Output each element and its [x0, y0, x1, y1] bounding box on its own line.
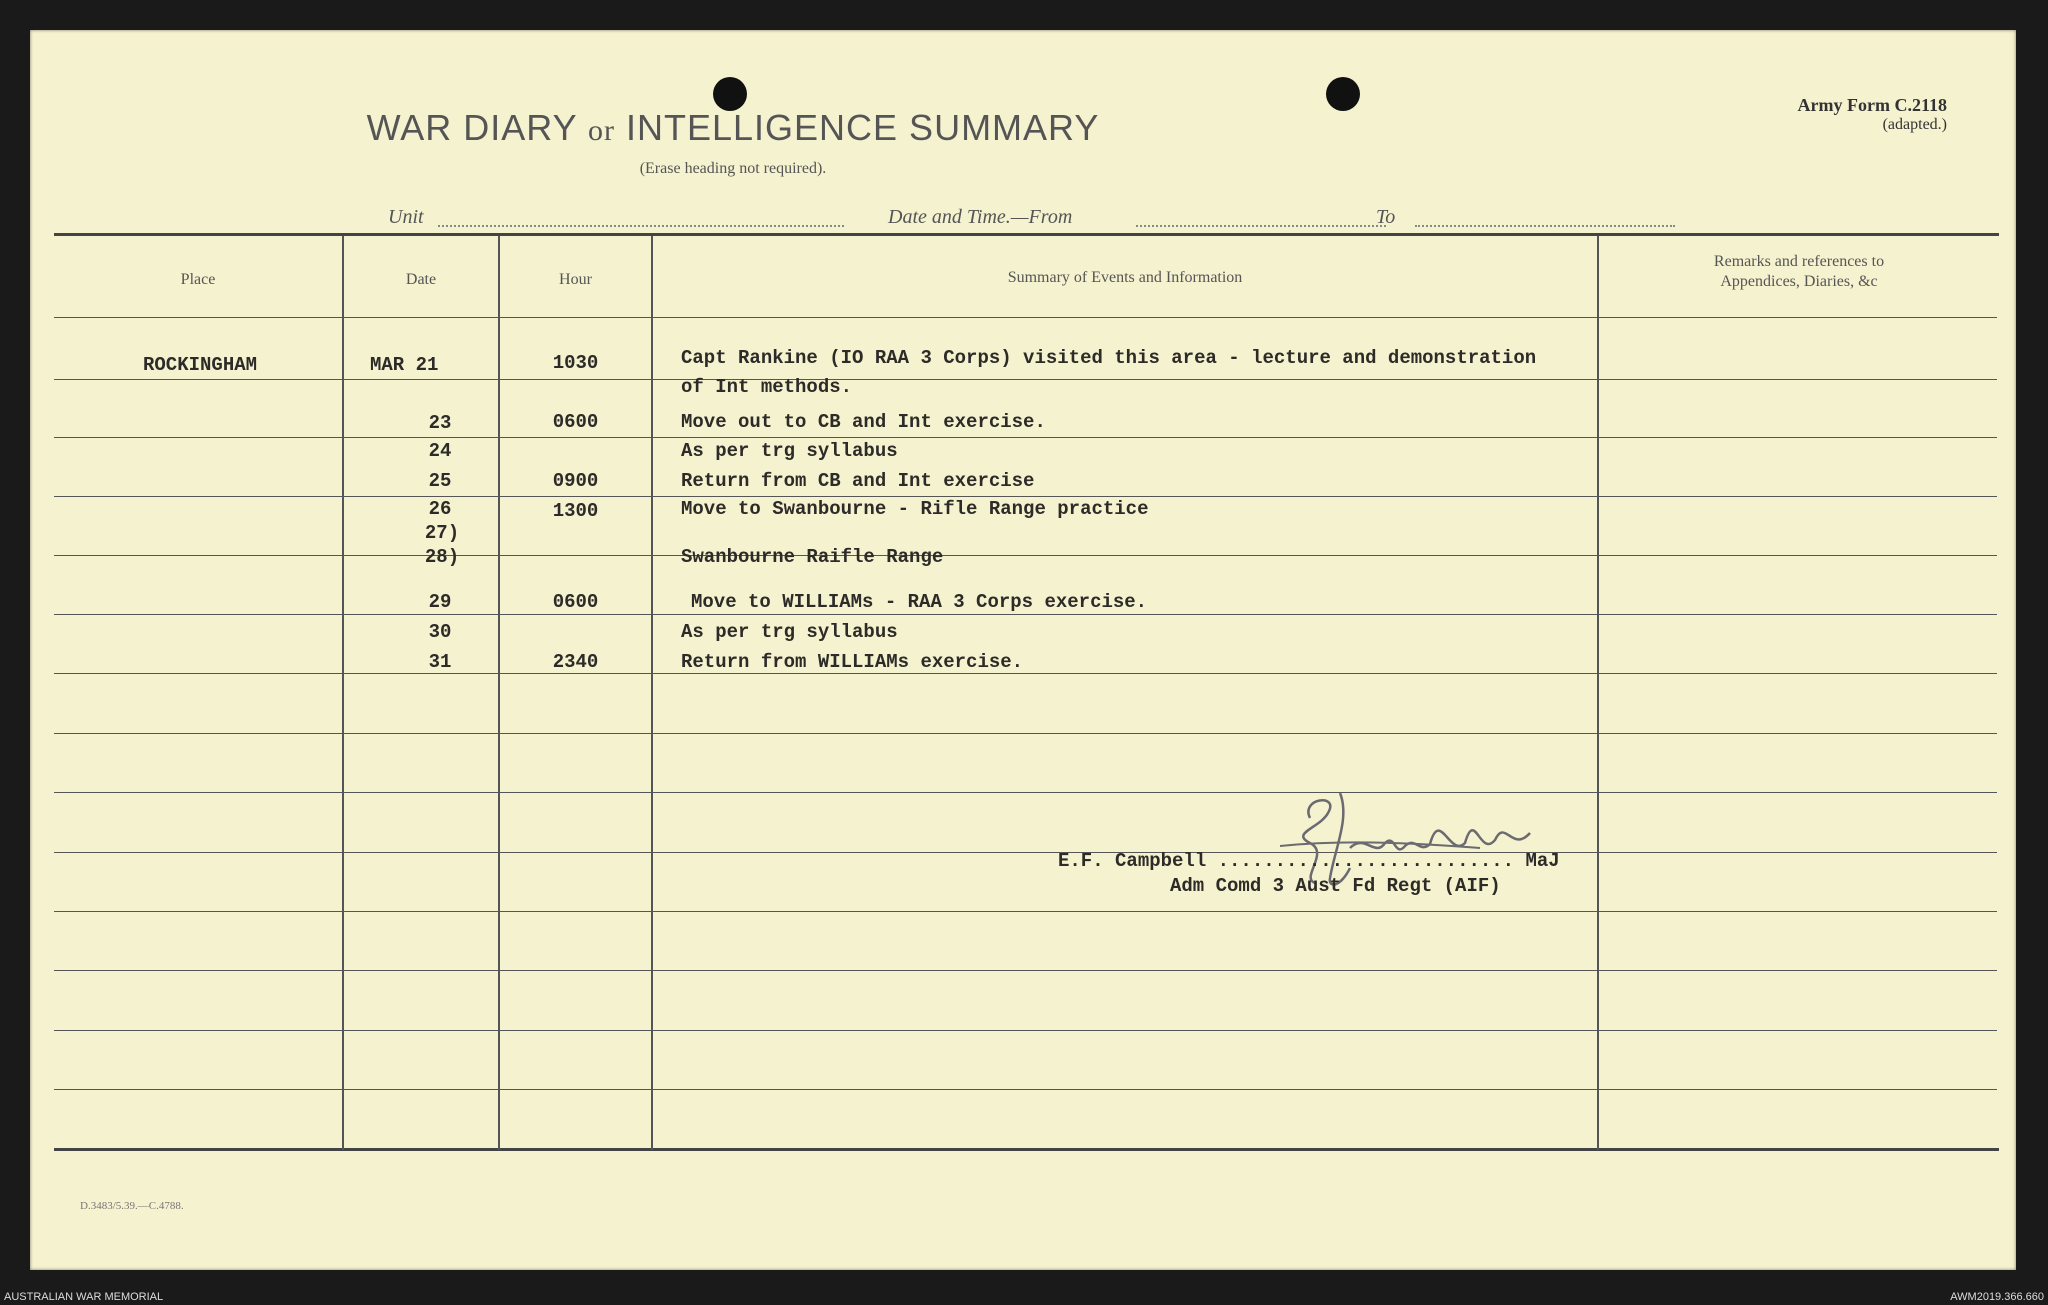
- rule: [54, 1089, 1997, 1090]
- column-header-summary: Summary of Events and Information: [1007, 269, 1243, 286]
- entry-summary: Return from CB and Int exercise: [681, 470, 1035, 492]
- divider-summary-remarks: [1597, 236, 1599, 1150]
- date-from-field: [1136, 225, 1386, 227]
- remarks-header-line-1: Remarks and references to: [1713, 253, 1885, 270]
- army-form-label: Army Form C.2118: [1797, 95, 1947, 115]
- entry-summary: Swanbourne Raifle Range: [681, 546, 944, 568]
- rule: [54, 911, 1997, 912]
- entry-date: 24: [428, 440, 452, 462]
- rule: [54, 970, 1997, 971]
- entry-summary: of Int methods.: [681, 376, 853, 398]
- punch-hole-left: [713, 77, 747, 111]
- entry-date: 27): [424, 522, 460, 544]
- entry-hour: 1300: [552, 500, 599, 522]
- title-intelligence-summary: INTELLIGENCE SUMMARY: [625, 107, 1100, 148]
- entry-date: 23: [428, 412, 452, 434]
- adapted-label: (adapted.): [1882, 115, 1947, 133]
- table-top-border: [54, 233, 1999, 236]
- date-to-field: [1415, 225, 1675, 227]
- rule: [54, 673, 1997, 674]
- column-header-date: Date: [405, 271, 437, 288]
- entry-hour: 1030: [552, 352, 599, 374]
- remarks-header-line-2: Appendices, Diaries, &c: [1720, 273, 1878, 290]
- punch-hole-right: [1326, 77, 1360, 111]
- unit-field: [438, 225, 844, 227]
- entry-date: 25: [428, 470, 452, 492]
- table-bottom-border: [54, 1148, 1999, 1151]
- entry-date: 29: [428, 591, 452, 613]
- date-time-from-label: Date and Time.—From: [888, 206, 1073, 228]
- entry-date: MAR 21: [370, 354, 439, 376]
- signatory-role-line: Adm Comd 3 Aust Fd Regt (AIF): [1170, 875, 1501, 897]
- title-war-diary: WAR DIARY: [366, 107, 577, 148]
- column-header-place: Place: [180, 271, 216, 288]
- title-or: or: [587, 114, 615, 147]
- entry-date: 30: [428, 621, 452, 643]
- column-header-remarks: [1599, 252, 1999, 292]
- print-code: D.3483/5.39.—C.4788.: [80, 1200, 184, 1212]
- rule: [54, 792, 1997, 793]
- column-header-hour: Hour: [559, 271, 592, 288]
- entry-place: ROCKINGHAM: [143, 354, 258, 376]
- army-form-number: [1798, 95, 1947, 134]
- rule: [54, 379, 1997, 380]
- entry-date: 26: [428, 498, 452, 520]
- divider-hour-summary: [651, 236, 653, 1150]
- rule: [54, 496, 1997, 497]
- rule: [54, 437, 1997, 438]
- entry-hour: 0600: [552, 591, 599, 613]
- header-rule: [54, 317, 1997, 318]
- rule: [54, 555, 1997, 556]
- diary-sheet: [30, 30, 2016, 1270]
- rule: [54, 1030, 1997, 1031]
- entry-summary: Move to Swanbourne - Rifle Range practice: [681, 498, 1149, 520]
- entry-summary: As per trg syllabus: [681, 621, 898, 643]
- unit-label: Unit: [388, 206, 424, 228]
- archive-reference: AWM2019.366.660: [1950, 1291, 2044, 1303]
- date-to-label: To: [1376, 206, 1396, 228]
- rule: [54, 614, 1997, 615]
- page-title: [30, 107, 1436, 149]
- entry-hour: 2340: [552, 651, 599, 673]
- entry-summary: Move out to CB and Int exercise.: [681, 411, 1046, 433]
- entry-summary: Return from WILLIAMs exercise.: [681, 651, 1024, 673]
- entry-date: 31: [428, 651, 452, 673]
- divider-place-date: [342, 236, 344, 1150]
- entry-hour: 0900: [552, 470, 599, 492]
- archive-credit: AUSTRALIAN WAR MEMORIAL: [4, 1291, 164, 1303]
- rule: [54, 852, 1997, 853]
- entry-summary: Move to WILLIAMs - RAA 3 Corps exercise.: [691, 591, 1148, 613]
- entry-date: 28): [424, 546, 460, 568]
- signatory-name-line: E.F. Campbell .......................... MaJ: [1058, 850, 1560, 872]
- entry-summary: As per trg syllabus: [681, 440, 898, 462]
- rule: [54, 733, 1997, 734]
- entry-summary: Capt Rankine (IO RAA 3 Corps) visited this area - lecture and demonstration: [681, 347, 1537, 369]
- page-subtitle: (Erase heading not required).: [639, 160, 827, 177]
- entry-hour: 0600: [552, 411, 599, 433]
